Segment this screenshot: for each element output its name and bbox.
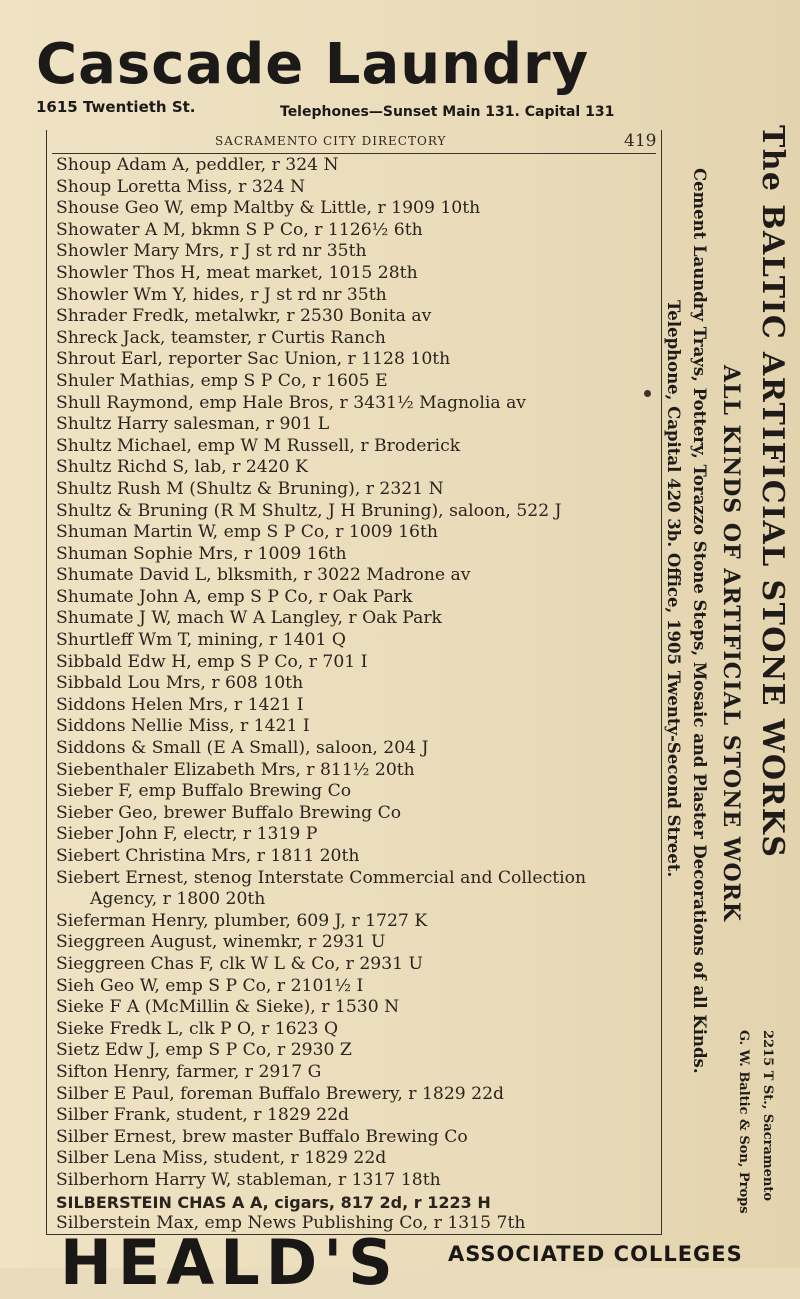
directory-entry: Sibbald Edw H, emp S P Co, r 701 I xyxy=(56,651,368,672)
directory-entry: Sibbald Lou Mrs, r 608 10th xyxy=(56,673,304,694)
baltic-proprietors: G. W. Baltic & Son, Props xyxy=(736,1030,751,1214)
directory-entry: Shultz Michael, emp W M Russell, r Broderick xyxy=(56,435,461,456)
directory-entries xyxy=(56,155,656,1235)
directory-entry: Sieggreen August, winemkr, r 2931 U xyxy=(56,932,386,953)
directory-entry: Sieferman Henry, plumber, 609 J, r 1727 K xyxy=(56,910,428,931)
baltic-address: 2215 T St., Sacramento xyxy=(760,1030,775,1202)
directory-entry: Shull Raymond, emp Hale Bros, r 3431½ Magnolia av xyxy=(56,392,527,413)
directory-entry: Siddons Helen Mrs, r 1421 I xyxy=(56,694,304,715)
directory-entry: Siebenthaler Elizabeth Mrs, r 811½ 20th xyxy=(56,759,415,780)
directory-entry: Showater A M, bkmn S P Co, r 1126½ 6th xyxy=(56,219,423,240)
baltic-products: Cement Laundry Trays, Pottery, Torazzo Stone Steps, Mosaic and Plaster Decorations of all Kinds. xyxy=(690,168,709,1074)
directory-entry: Silber Ernest, brew master Buffalo Brewing Co xyxy=(56,1126,468,1147)
directory-entry: Shoup Loretta Miss, r 324 N xyxy=(56,176,306,197)
baltic-company-name: The BALTIC ARTIFICIAL STONE WORKS xyxy=(755,125,790,859)
directory-entry: Shouse Geo W, emp Maltby & Little, r 1909 10th xyxy=(56,198,481,219)
directory-entry: Silber Lena Miss, student, r 1829 22d xyxy=(56,1148,387,1169)
directory-entry: Shrader Fredk, metalwkr, r 2530 Bonita av xyxy=(56,306,432,327)
directory-entry: Shuler Mathias, emp S P Co, r 1605 E xyxy=(56,370,388,391)
directory-entry: Silberstein Max, emp News Publishing Co, r 1315 7th xyxy=(56,1213,526,1234)
directory-entry: Shreck Jack, teamster, r Curtis Ranch xyxy=(56,327,386,348)
directory-entry: Shrout Earl, reporter Sac Union, r 1128 10th xyxy=(56,349,451,370)
header-rule xyxy=(52,153,656,154)
directory-entry: Shurtleff Wm T, mining, r 1401 Q xyxy=(56,630,347,651)
directory-entry: Shumate John A, emp S P Co, r Oak Park xyxy=(56,586,413,607)
directory-entry: Showler Thos H, meat market, 1015 28th xyxy=(56,262,418,283)
directory-entry: Shultz Rush M (Shultz & Bruning), r 2321 N xyxy=(56,478,444,499)
directory-entry: Sieber John F, electr, r 1319 P xyxy=(56,824,318,845)
directory-entry: Shuman Sophie Mrs, r 1009 16th xyxy=(56,543,347,564)
directory-entry: SILBERSTEIN CHAS A A, cigars, 817 2d, r 1223 H xyxy=(56,1192,491,1212)
directory-entry: Sieber F, emp Buffalo Brewing Co xyxy=(56,781,352,802)
directory-entry: Siddons & Small (E A Small), saloon, 204 J xyxy=(56,738,429,759)
directory-entry: Shumate J W, mach W A Langley, r Oak Park xyxy=(56,608,442,629)
directory-entry: Silber E Paul, foreman Buffalo Brewery, r 1829 22d xyxy=(56,1083,505,1104)
directory-entry: Silberhorn Harry W, stableman, r 1317 18th xyxy=(56,1169,441,1190)
associated-colleges: ASSOCIATED COLLEGES xyxy=(448,1242,743,1266)
running-head: SACRAMENTO CITY DIRECTORY xyxy=(215,134,447,148)
directory-entry: Shumate David L, blksmith, r 3022 Madrone av xyxy=(56,565,471,586)
directory-entry: Siddons Nellie Miss, r 1421 I xyxy=(56,716,310,737)
directory-entry: Shultz Harry salesman, r 901 L xyxy=(56,414,330,435)
directory-entry: Sifton Henry, farmer, r 2917 G xyxy=(56,1061,322,1082)
directory-entry: Agency, r 1800 20th xyxy=(90,889,266,910)
cascade-laundry-address: 1615 Twentieth St. xyxy=(36,98,196,116)
directory-entry: Silber Frank, student, r 1829 22d xyxy=(56,1105,350,1126)
cascade-laundry-phones: Telephones—Sunset Main 131. Capital 131 xyxy=(280,104,615,120)
baltic-phone-office: Telephone, Capital 420 3b. Office, 1905 Twenty-Second Street. xyxy=(664,300,683,878)
directory-entry: Showler Wm Y, hides, r J st rd nr 35th xyxy=(56,284,387,305)
cascade-laundry-title: Cascade Laundry xyxy=(36,32,590,97)
healds-title: HEALD'S xyxy=(60,1226,399,1299)
directory-entry: Showler Mary Mrs, r J st rd nr 35th xyxy=(56,241,367,262)
directory-entry: Shultz & Bruning (R M Shultz, J H Bruning), saloon, 522 J xyxy=(56,500,562,521)
baltic-tagline: ALL KINDS OF ARTIFICIAL STONE WORK xyxy=(718,365,744,923)
directory-entry: Sieh Geo W, emp S P Co, r 2101½ I xyxy=(56,975,364,996)
page-number: 419 xyxy=(624,131,657,151)
directory-entry: Siebert Ernest, stenog Interstate Commercial and Collection xyxy=(56,867,587,888)
directory-entry: Sieber Geo, brewer Buffalo Brewing Co xyxy=(56,802,402,823)
directory-entry: Shultz Richd S, lab, r 2420 K xyxy=(56,457,308,478)
directory-entry: Siebert Christina Mrs, r 1811 20th xyxy=(56,846,360,866)
directory-entry: Sietz Edw J, emp S P Co, r 2930 Z xyxy=(56,1040,352,1061)
directory-entry: Shuman Martin W, emp S P Co, r 1009 16th xyxy=(56,522,438,543)
directory-entry: Sieggreen Chas F, clk W L & Co, r 2931 U xyxy=(56,953,424,974)
directory-entry: Sieke F A (McMillin & Sieke), r 1530 N xyxy=(56,997,400,1018)
directory-entry: Sieke Fredk L, clk P O, r 1623 Q xyxy=(56,1018,339,1039)
directory-entry: Shoup Adam A, peddler, r 324 N xyxy=(56,155,339,175)
